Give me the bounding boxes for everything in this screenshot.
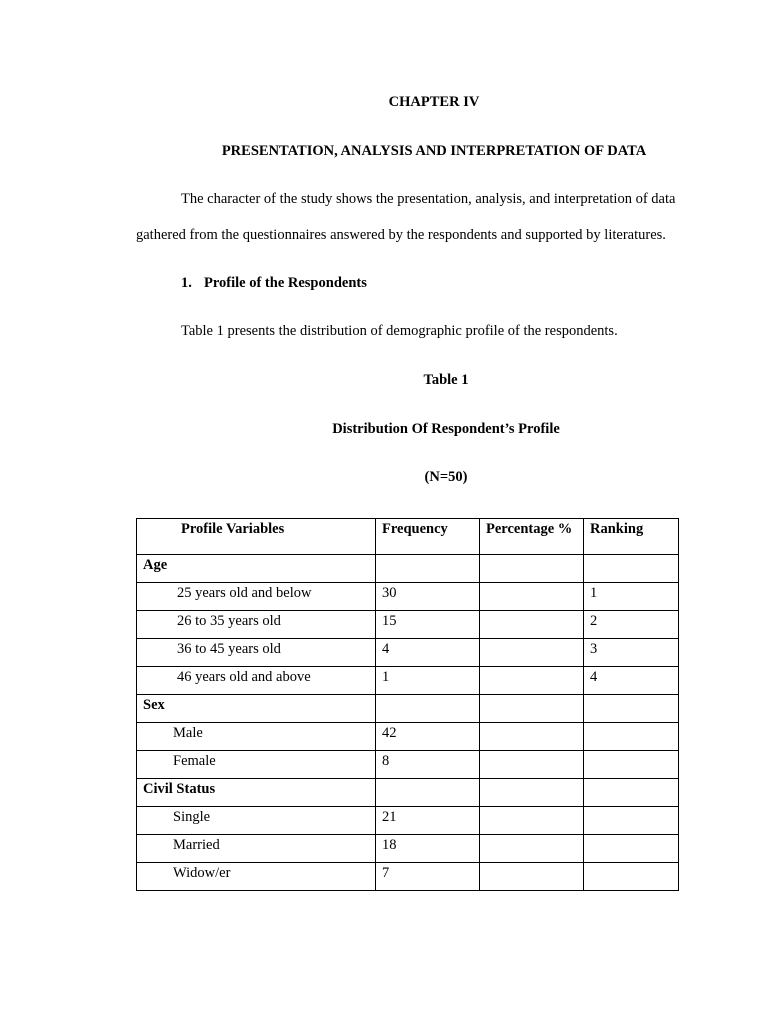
subsection-heading [181, 275, 367, 292]
table-caption: Distribution Of Respondent’s Profile [332, 421, 560, 437]
cell-ranking [584, 863, 679, 891]
cell-frequency: 18 [376, 835, 480, 863]
cell-frequency: 42 [376, 723, 480, 751]
cell-ranking [584, 555, 679, 583]
cell-percentage [480, 807, 584, 835]
cell-percentage [480, 555, 584, 583]
table-row [137, 639, 679, 667]
cell-percentage [480, 863, 584, 891]
header-profile-variables: Profile Variables [137, 519, 376, 555]
cell-ranking [584, 779, 679, 807]
intro-paragraph-line-2: gathered from the questionnaires answered by the respondents and supported by literatures. [136, 227, 666, 243]
cell-frequency [376, 695, 480, 723]
intro-paragraph-line-1: The character of the study shows the presentation, analysis, and interpretation of data [181, 191, 676, 207]
cell-percentage [480, 751, 584, 779]
table-row [137, 807, 679, 835]
table-row-category [137, 555, 679, 583]
cell-frequency: 1 [376, 667, 480, 695]
cell-percentage [480, 611, 584, 639]
cell-variable: 46 years old and above [137, 667, 376, 695]
cell-ranking [584, 695, 679, 723]
cell-ranking [584, 751, 679, 779]
profile-table [136, 518, 679, 891]
table-row-category [137, 779, 679, 807]
cell-frequency [376, 779, 480, 807]
table-row [137, 863, 679, 891]
cell-frequency [376, 555, 480, 583]
cell-percentage [480, 835, 584, 863]
cell-variable: Sex [137, 695, 376, 723]
cell-ranking [584, 835, 679, 863]
cell-variable: Married [137, 835, 376, 863]
cell-variable: 25 years old and below [137, 583, 376, 611]
cell-frequency: 8 [376, 751, 480, 779]
subsection-number: 1. [181, 275, 192, 291]
cell-percentage [480, 779, 584, 807]
header-ranking: Ranking [584, 519, 679, 555]
cell-frequency: 7 [376, 863, 480, 891]
table-row [137, 667, 679, 695]
cell-ranking: 1 [584, 583, 679, 611]
cell-frequency: 21 [376, 807, 480, 835]
cell-variable: 36 to 45 years old [137, 639, 376, 667]
header-percentage: Percentage % [480, 519, 584, 555]
cell-variable: 26 to 35 years old [137, 611, 376, 639]
cell-variable: Civil Status [137, 779, 376, 807]
header-frequency: Frequency [376, 519, 480, 555]
table-label: Table 1 [423, 372, 469, 388]
section-title: PRESENTATION, ANALYSIS AND INTERPRETATION OF DATA [221, 143, 647, 159]
cell-variable: Male [137, 723, 376, 751]
cell-frequency: 30 [376, 583, 480, 611]
table-row-category [137, 695, 679, 723]
cell-ranking: 4 [584, 667, 679, 695]
cell-variable: Widow/er [137, 863, 376, 891]
cell-frequency: 4 [376, 639, 480, 667]
cell-ranking [584, 723, 679, 751]
cell-variable: Single [137, 807, 376, 835]
table-row [137, 583, 679, 611]
table-header-row [137, 519, 679, 555]
table-intro-text: Table 1 presents the distribution of demographic profile of the respondents. [181, 323, 618, 339]
cell-variable: Age [137, 555, 376, 583]
table-sample-size: (N=50) [424, 469, 468, 485]
table-row [137, 723, 679, 751]
cell-percentage [480, 583, 584, 611]
cell-percentage [480, 667, 584, 695]
cell-ranking: 3 [584, 639, 679, 667]
cell-ranking [584, 807, 679, 835]
cell-percentage [480, 639, 584, 667]
subsection-title: Profile of the Respondents [204, 275, 367, 291]
chapter-title: CHAPTER IV [388, 94, 480, 110]
cell-percentage [480, 723, 584, 751]
cell-variable: Female [137, 751, 376, 779]
cell-ranking: 2 [584, 611, 679, 639]
cell-frequency: 15 [376, 611, 480, 639]
cell-percentage [480, 695, 584, 723]
table-row [137, 835, 679, 863]
table-row [137, 751, 679, 779]
table-row [137, 611, 679, 639]
